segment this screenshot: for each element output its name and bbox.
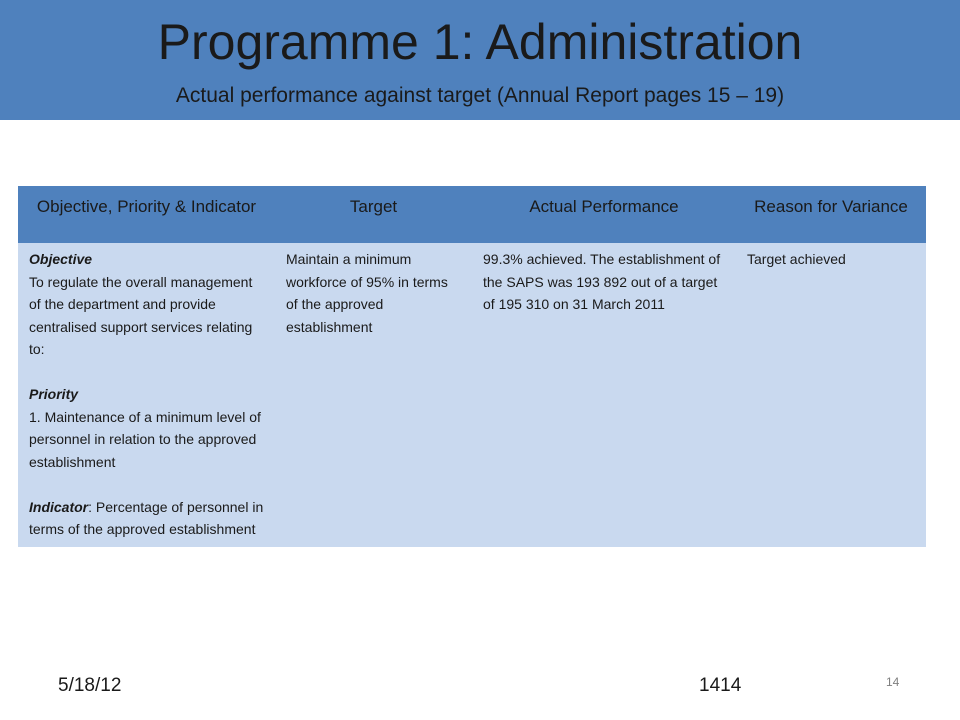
cell-target: Maintain a minimum workforce of 95% in terms of the approved establishment bbox=[275, 243, 472, 547]
spacer bbox=[29, 473, 265, 496]
footer-date: 5/18/12 bbox=[58, 675, 122, 696]
table-row bbox=[18, 243, 926, 547]
cell-actual-performance: 99.3% achieved. The establishment of the SAPS was 193 892 out of a target of 195 310 on 31 March 2011 bbox=[472, 243, 736, 547]
performance-table bbox=[18, 186, 926, 547]
header-band bbox=[0, 0, 960, 120]
table-header-row bbox=[18, 186, 926, 243]
priority-label: Priority bbox=[29, 386, 79, 402]
cell-objective-priority-indicator bbox=[18, 243, 275, 547]
page-subtitle: Actual performance against target (Annual Report pages 15 – 19) bbox=[175, 84, 785, 107]
page-title: Programme 1: Administration bbox=[157, 14, 803, 70]
indicator-label: Indicator bbox=[29, 498, 89, 515]
column-header-reason-for-variance: Reason for Variance bbox=[736, 186, 926, 243]
column-header-objective: Objective, Priority & Indicator bbox=[18, 186, 275, 243]
objective-text: To regulate the overall management of the department and provide centralised support services relating to: bbox=[29, 273, 253, 357]
priority-text: 1. Maintenance of a minimum level of personnel in relation to the approved establishment bbox=[29, 408, 261, 470]
objective-label: Objective bbox=[29, 251, 93, 267]
footer-center-text: 1414 bbox=[699, 675, 742, 696]
column-header-target: Target bbox=[275, 186, 472, 243]
indicator-text: : Percentage of personnel in terms of the approved establishment bbox=[29, 498, 264, 537]
slide-number: 14 bbox=[886, 675, 900, 689]
spacer bbox=[29, 361, 265, 384]
column-header-actual-performance: Actual Performance bbox=[472, 186, 736, 243]
indicator-block bbox=[29, 496, 265, 541]
cell-reason-for-variance: Target achieved bbox=[736, 243, 926, 547]
